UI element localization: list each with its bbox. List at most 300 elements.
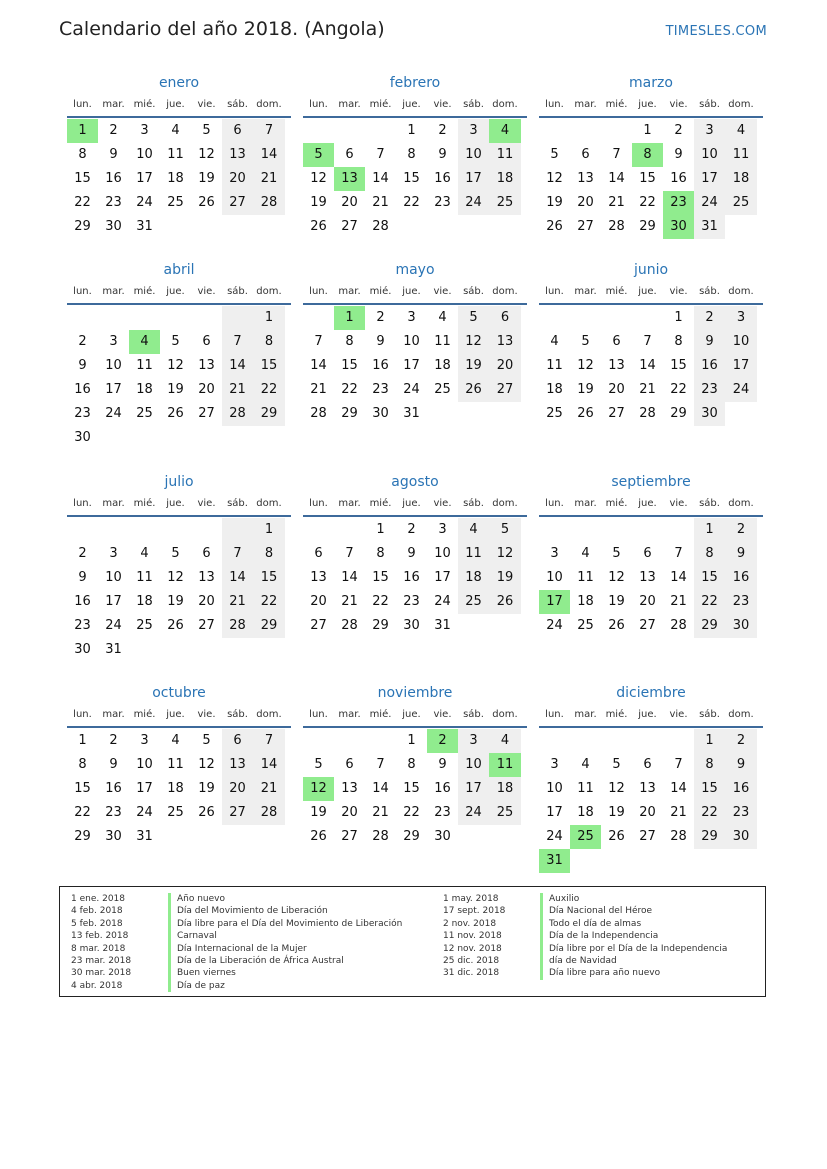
day-cell[interactable]: 17	[105, 594, 122, 609]
day-cell[interactable]: 30	[74, 642, 91, 657]
day-cell[interactable]: 13	[489, 330, 521, 354]
day-cell[interactable]: 8	[78, 757, 87, 772]
day-cell[interactable]: 28	[222, 402, 253, 426]
day-cell[interactable]: 10	[694, 143, 725, 167]
day-cell[interactable]: 22	[341, 382, 358, 397]
day-cell[interactable]: 15	[253, 354, 285, 378]
day-cell[interactable]: 13	[341, 781, 358, 796]
day-cell[interactable]: 20	[222, 777, 253, 801]
day-cell[interactable]: 20	[198, 382, 215, 397]
day-cell[interactable]: 18	[167, 171, 184, 186]
day-cell[interactable]: 12	[303, 777, 334, 801]
day-cell[interactable]: 17	[458, 777, 489, 801]
day-cell[interactable]: 19	[458, 354, 489, 378]
day-cell[interactable]: 10	[136, 147, 153, 162]
day-cell[interactable]: 14	[222, 566, 253, 590]
day-cell[interactable]: 4	[171, 733, 180, 748]
day-cell[interactable]: 27	[198, 406, 215, 421]
day-cell[interactable]: 29	[74, 829, 91, 844]
day-cell[interactable]: 19	[167, 382, 184, 397]
day-cell[interactable]: 25	[725, 191, 757, 215]
day-cell[interactable]: 2	[427, 729, 458, 753]
day-cell[interactable]: 30	[403, 618, 420, 633]
day-cell[interactable]: 10	[546, 781, 563, 796]
day-cell[interactable]: 12	[608, 781, 625, 796]
day-cell[interactable]: 7	[345, 546, 354, 561]
day-cell[interactable]: 17	[458, 167, 489, 191]
day-cell[interactable]: 30	[725, 614, 757, 638]
day-cell[interactable]: 1	[674, 310, 683, 325]
day-cell[interactable]: 6	[345, 757, 354, 772]
day-cell[interactable]: 29	[694, 825, 725, 849]
day-cell[interactable]: 3	[458, 119, 489, 143]
day-cell[interactable]: 17	[546, 805, 563, 820]
day-cell[interactable]: 29	[74, 219, 91, 234]
day-cell[interactable]: 27	[608, 406, 625, 421]
day-cell[interactable]: 27	[222, 191, 253, 215]
day-cell[interactable]: 31	[403, 406, 420, 421]
day-cell[interactable]: 15	[372, 570, 389, 585]
day-cell[interactable]: 29	[372, 618, 389, 633]
day-cell[interactable]: 30	[105, 219, 122, 234]
day-cell[interactable]: 16	[105, 171, 122, 186]
day-cell[interactable]: 9	[109, 757, 118, 772]
day-cell[interactable]: 1	[334, 306, 365, 330]
day-cell[interactable]: 5	[458, 306, 489, 330]
day-cell[interactable]: 11	[489, 753, 521, 777]
day-cell[interactable]: 17	[403, 358, 420, 373]
day-cell[interactable]: 5	[314, 757, 323, 772]
day-cell[interactable]: 4	[581, 757, 590, 772]
day-cell[interactable]: 29	[253, 402, 285, 426]
day-cell[interactable]: 29	[694, 614, 725, 638]
day-cell[interactable]: 16	[372, 358, 389, 373]
day-cell[interactable]: 20	[639, 805, 656, 820]
day-cell[interactable]: 3	[109, 546, 118, 561]
day-cell[interactable]: 23	[372, 382, 389, 397]
day-cell[interactable]: 19	[198, 171, 215, 186]
day-cell[interactable]: 25	[546, 406, 563, 421]
day-cell[interactable]: 26	[458, 378, 489, 402]
day-cell[interactable]: 17	[694, 167, 725, 191]
day-cell[interactable]: 20	[310, 594, 327, 609]
day-cell[interactable]: 26	[198, 195, 215, 210]
day-cell[interactable]: 22	[670, 382, 687, 397]
day-cell[interactable]: 3	[109, 334, 118, 349]
day-cell[interactable]: 16	[725, 777, 757, 801]
day-cell[interactable]: 7	[376, 147, 385, 162]
day-cell[interactable]: 31	[136, 219, 153, 234]
day-cell[interactable]: 15	[694, 777, 725, 801]
day-cell[interactable]: 30	[434, 829, 451, 844]
day-cell[interactable]: 6	[489, 306, 521, 330]
day-cell[interactable]: 4	[458, 518, 489, 542]
day-cell[interactable]: 4	[550, 334, 559, 349]
day-cell[interactable]: 11	[167, 147, 184, 162]
day-cell[interactable]: 26	[546, 219, 563, 234]
day-cell[interactable]: 12	[546, 171, 563, 186]
day-cell[interactable]: 20	[341, 195, 358, 210]
day-cell[interactable]: 16	[434, 781, 451, 796]
day-cell[interactable]: 8	[694, 542, 725, 566]
day-cell[interactable]: 27	[310, 618, 327, 633]
day-cell[interactable]: 17	[539, 590, 570, 614]
day-cell[interactable]: 3	[140, 733, 149, 748]
day-cell[interactable]: 2	[694, 306, 725, 330]
day-cell[interactable]: 13	[198, 358, 215, 373]
day-cell[interactable]: 31	[136, 829, 153, 844]
day-cell[interactable]: 2	[109, 123, 118, 138]
day-cell[interactable]: 14	[608, 171, 625, 186]
day-cell[interactable]: 2	[674, 123, 683, 138]
day-cell[interactable]: 24	[694, 191, 725, 215]
day-cell[interactable]: 27	[577, 219, 594, 234]
day-cell[interactable]: 9	[376, 334, 385, 349]
day-cell[interactable]: 31	[434, 618, 451, 633]
day-cell[interactable]: 25	[136, 406, 153, 421]
day-cell[interactable]: 1	[694, 518, 725, 542]
day-cell[interactable]: 23	[74, 406, 91, 421]
day-cell[interactable]: 9	[438, 757, 447, 772]
day-cell[interactable]: 28	[670, 829, 687, 844]
day-cell[interactable]: 27	[639, 618, 656, 633]
day-cell[interactable]: 2	[78, 546, 87, 561]
day-cell[interactable]: 28	[253, 801, 285, 825]
day-cell[interactable]: 4	[489, 119, 521, 143]
day-cell[interactable]: 24	[105, 406, 122, 421]
day-cell[interactable]: 5	[612, 757, 621, 772]
day-cell[interactable]: 26	[167, 406, 184, 421]
day-cell[interactable]: 6	[345, 147, 354, 162]
day-cell[interactable]: 12	[608, 570, 625, 585]
day-cell[interactable]: 5	[202, 733, 211, 748]
day-cell[interactable]: 10	[105, 358, 122, 373]
day-cell[interactable]: 10	[434, 546, 451, 561]
day-cell[interactable]: 10	[105, 570, 122, 585]
day-cell[interactable]: 16	[725, 566, 757, 590]
day-cell[interactable]: 26	[608, 829, 625, 844]
day-cell[interactable]: 2	[725, 518, 757, 542]
day-cell[interactable]: 8	[345, 334, 354, 349]
day-cell[interactable]: 25	[167, 195, 184, 210]
day-cell[interactable]: 19	[546, 195, 563, 210]
day-cell[interactable]: 29	[341, 406, 358, 421]
day-cell[interactable]: 8	[78, 147, 87, 162]
day-cell[interactable]: 28	[608, 219, 625, 234]
day-cell[interactable]: 14	[222, 354, 253, 378]
day-cell[interactable]: 15	[341, 358, 358, 373]
day-cell[interactable]: 11	[434, 334, 451, 349]
day-cell[interactable]: 24	[434, 594, 451, 609]
day-cell[interactable]: 21	[608, 195, 625, 210]
day-cell[interactable]: 15	[74, 171, 91, 186]
day-cell[interactable]: 11	[489, 143, 521, 167]
day-cell[interactable]: 25	[434, 382, 451, 397]
day-cell[interactable]: 30	[74, 430, 91, 445]
site-logo-link[interactable]: TIMESLES.COM	[665, 24, 767, 39]
day-cell[interactable]: 6	[581, 147, 590, 162]
day-cell[interactable]: 22	[253, 378, 285, 402]
day-cell[interactable]: 11	[167, 757, 184, 772]
day-cell[interactable]: 23	[694, 378, 725, 402]
day-cell[interactable]: 8	[253, 330, 285, 354]
day-cell[interactable]: 9	[674, 147, 683, 162]
day-cell[interactable]: 11	[546, 358, 563, 373]
day-cell[interactable]: 14	[670, 781, 687, 796]
day-cell[interactable]: 25	[136, 618, 153, 633]
day-cell[interactable]: 12	[198, 147, 215, 162]
day-cell[interactable]: 24	[136, 805, 153, 820]
day-cell[interactable]: 18	[136, 382, 153, 397]
day-cell[interactable]: 17	[434, 570, 451, 585]
day-cell[interactable]: 28	[372, 829, 389, 844]
day-cell[interactable]: 2	[376, 310, 385, 325]
day-cell[interactable]: 10	[725, 330, 757, 354]
day-cell[interactable]: 30	[372, 406, 389, 421]
day-cell[interactable]: 2	[438, 123, 447, 138]
day-cell[interactable]: 12	[458, 330, 489, 354]
day-cell[interactable]: 30	[725, 825, 757, 849]
day-cell[interactable]: 3	[407, 310, 416, 325]
day-cell[interactable]: 8	[407, 147, 416, 162]
day-cell[interactable]: 15	[253, 566, 285, 590]
day-cell[interactable]: 13	[639, 781, 656, 796]
day-cell[interactable]: 24	[458, 191, 489, 215]
day-cell[interactable]: 6	[222, 729, 253, 753]
day-cell[interactable]: 18	[458, 566, 489, 590]
day-cell[interactable]: 1	[67, 119, 98, 143]
day-cell[interactable]: 25	[167, 805, 184, 820]
day-cell[interactable]: 15	[639, 171, 656, 186]
day-cell[interactable]: 20	[222, 167, 253, 191]
day-cell[interactable]: 20	[639, 594, 656, 609]
day-cell[interactable]: 4	[171, 123, 180, 138]
day-cell[interactable]: 1	[694, 729, 725, 753]
day-cell[interactable]: 1	[407, 733, 416, 748]
day-cell[interactable]: 2	[109, 733, 118, 748]
day-cell[interactable]: 3	[550, 757, 559, 772]
day-cell[interactable]: 2	[407, 522, 416, 537]
day-cell[interactable]: 21	[670, 805, 687, 820]
day-cell[interactable]: 22	[74, 195, 91, 210]
day-cell[interactable]: 6	[612, 334, 621, 349]
day-cell[interactable]: 19	[608, 594, 625, 609]
day-cell[interactable]: 25	[489, 801, 521, 825]
day-cell[interactable]: 5	[171, 546, 180, 561]
day-cell[interactable]: 15	[670, 358, 687, 373]
day-cell[interactable]: 23	[663, 191, 694, 215]
day-cell[interactable]: 23	[105, 805, 122, 820]
day-cell[interactable]: 14	[253, 143, 285, 167]
day-cell[interactable]: 12	[167, 570, 184, 585]
day-cell[interactable]: 4	[129, 330, 160, 354]
day-cell[interactable]: 31	[694, 215, 725, 239]
day-cell[interactable]: 7	[314, 334, 323, 349]
day-cell[interactable]: 23	[105, 195, 122, 210]
day-cell[interactable]: 17	[136, 171, 153, 186]
day-cell[interactable]: 6	[202, 546, 211, 561]
day-cell[interactable]: 21	[253, 777, 285, 801]
day-cell[interactable]: 30	[105, 829, 122, 844]
day-cell[interactable]: 13	[310, 570, 327, 585]
day-cell[interactable]: 6	[643, 757, 652, 772]
day-cell[interactable]: 8	[694, 753, 725, 777]
day-cell[interactable]: 26	[198, 805, 215, 820]
day-cell[interactable]: 9	[438, 147, 447, 162]
day-cell[interactable]: 22	[253, 590, 285, 614]
day-cell[interactable]: 26	[577, 406, 594, 421]
day-cell[interactable]: 13	[608, 358, 625, 373]
day-cell[interactable]: 25	[458, 590, 489, 614]
day-cell[interactable]: 5	[550, 147, 559, 162]
day-cell[interactable]: 2	[78, 334, 87, 349]
day-cell[interactable]: 10	[403, 334, 420, 349]
day-cell[interactable]: 4	[438, 310, 447, 325]
day-cell[interactable]: 14	[639, 358, 656, 373]
day-cell[interactable]: 28	[670, 618, 687, 633]
day-cell[interactable]: 28	[253, 191, 285, 215]
day-cell[interactable]: 19	[608, 805, 625, 820]
day-cell[interactable]: 12	[198, 757, 215, 772]
day-cell[interactable]: 21	[372, 195, 389, 210]
day-cell[interactable]: 11	[577, 781, 594, 796]
day-cell[interactable]: 9	[694, 330, 725, 354]
day-cell[interactable]: 19	[577, 382, 594, 397]
day-cell[interactable]: 29	[670, 406, 687, 421]
day-cell[interactable]: 25	[489, 191, 521, 215]
day-cell[interactable]: 22	[694, 590, 725, 614]
day-cell[interactable]: 31	[539, 849, 570, 873]
day-cell[interactable]: 1	[643, 123, 652, 138]
day-cell[interactable]: 7	[674, 757, 683, 772]
day-cell[interactable]: 23	[725, 590, 757, 614]
day-cell[interactable]: 12	[577, 358, 594, 373]
day-cell[interactable]: 3	[550, 546, 559, 561]
day-cell[interactable]: 18	[577, 805, 594, 820]
day-cell[interactable]: 2	[725, 729, 757, 753]
day-cell[interactable]: 27	[198, 618, 215, 633]
day-cell[interactable]: 21	[372, 805, 389, 820]
day-cell[interactable]: 28	[310, 406, 327, 421]
day-cell[interactable]: 10	[546, 570, 563, 585]
day-cell[interactable]: 24	[403, 382, 420, 397]
day-cell[interactable]: 28	[222, 614, 253, 638]
day-cell[interactable]: 18	[725, 167, 757, 191]
day-cell[interactable]: 8	[376, 546, 385, 561]
day-cell[interactable]: 14	[253, 753, 285, 777]
day-cell[interactable]: 15	[74, 781, 91, 796]
day-cell[interactable]: 23	[434, 805, 451, 820]
day-cell[interactable]: 1	[253, 518, 285, 542]
day-cell[interactable]: 10	[458, 753, 489, 777]
day-cell[interactable]: 6	[643, 546, 652, 561]
day-cell[interactable]: 13	[222, 753, 253, 777]
day-cell[interactable]: 5	[612, 546, 621, 561]
day-cell[interactable]: 16	[105, 781, 122, 796]
day-cell[interactable]: 12	[310, 171, 327, 186]
day-cell[interactable]: 26	[167, 618, 184, 633]
day-cell[interactable]: 27	[639, 829, 656, 844]
day-cell[interactable]: 6	[314, 546, 323, 561]
day-cell[interactable]: 1	[78, 733, 87, 748]
day-cell[interactable]: 5	[202, 123, 211, 138]
day-cell[interactable]: 26	[310, 219, 327, 234]
day-cell[interactable]: 5	[489, 518, 521, 542]
day-cell[interactable]: 1	[407, 123, 416, 138]
day-cell[interactable]: 22	[403, 805, 420, 820]
day-cell[interactable]: 14	[670, 570, 687, 585]
day-cell[interactable]: 28	[341, 618, 358, 633]
day-cell[interactable]: 11	[458, 542, 489, 566]
day-cell[interactable]: 5	[171, 334, 180, 349]
day-cell[interactable]: 29	[403, 829, 420, 844]
day-cell[interactable]: 17	[105, 382, 122, 397]
day-cell[interactable]: 8	[632, 143, 663, 167]
day-cell[interactable]: 30	[663, 215, 694, 239]
day-cell[interactable]: 11	[725, 143, 757, 167]
day-cell[interactable]: 21	[670, 594, 687, 609]
day-cell[interactable]: 18	[136, 594, 153, 609]
day-cell[interactable]: 7	[222, 330, 253, 354]
day-cell[interactable]: 16	[74, 382, 91, 397]
day-cell[interactable]: 14	[372, 781, 389, 796]
day-cell[interactable]: 18	[167, 781, 184, 796]
day-cell[interactable]: 14	[341, 570, 358, 585]
day-cell[interactable]: 21	[341, 594, 358, 609]
day-cell[interactable]: 21	[310, 382, 327, 397]
day-cell[interactable]: 20	[608, 382, 625, 397]
day-cell[interactable]: 24	[105, 618, 122, 633]
day-cell[interactable]: 20	[577, 195, 594, 210]
day-cell[interactable]: 15	[403, 781, 420, 796]
day-cell[interactable]: 23	[74, 618, 91, 633]
day-cell[interactable]: 1	[253, 306, 285, 330]
day-cell[interactable]: 13	[222, 143, 253, 167]
day-cell[interactable]: 1	[376, 522, 385, 537]
day-cell[interactable]: 11	[577, 570, 594, 585]
day-cell[interactable]: 10	[136, 757, 153, 772]
day-cell[interactable]: 4	[489, 729, 521, 753]
day-cell[interactable]: 5	[303, 143, 334, 167]
day-cell[interactable]: 19	[310, 195, 327, 210]
day-cell[interactable]: 8	[253, 542, 285, 566]
day-cell[interactable]: 22	[74, 805, 91, 820]
day-cell[interactable]: 7	[253, 119, 285, 143]
day-cell[interactable]: 7	[612, 147, 621, 162]
day-cell[interactable]: 13	[639, 570, 656, 585]
day-cell[interactable]: 24	[546, 618, 563, 633]
day-cell[interactable]: 19	[489, 566, 521, 590]
day-cell[interactable]: 20	[341, 805, 358, 820]
day-cell[interactable]: 13	[334, 167, 365, 191]
day-cell[interactable]: 8	[407, 757, 416, 772]
day-cell[interactable]: 13	[577, 171, 594, 186]
day-cell[interactable]: 25	[570, 825, 601, 849]
day-cell[interactable]: 4	[725, 119, 757, 143]
day-cell[interactable]: 18	[434, 358, 451, 373]
day-cell[interactable]: 30	[694, 402, 725, 426]
day-cell[interactable]: 22	[403, 195, 420, 210]
day-cell[interactable]: 24	[725, 378, 757, 402]
day-cell[interactable]: 9	[725, 753, 757, 777]
day-cell[interactable]: 14	[372, 171, 389, 186]
day-cell[interactable]: 18	[489, 167, 521, 191]
day-cell[interactable]: 8	[674, 334, 683, 349]
day-cell[interactable]: 31	[105, 642, 122, 657]
day-cell[interactable]: 11	[136, 358, 153, 373]
day-cell[interactable]: 18	[577, 594, 594, 609]
day-cell[interactable]: 28	[372, 219, 389, 234]
